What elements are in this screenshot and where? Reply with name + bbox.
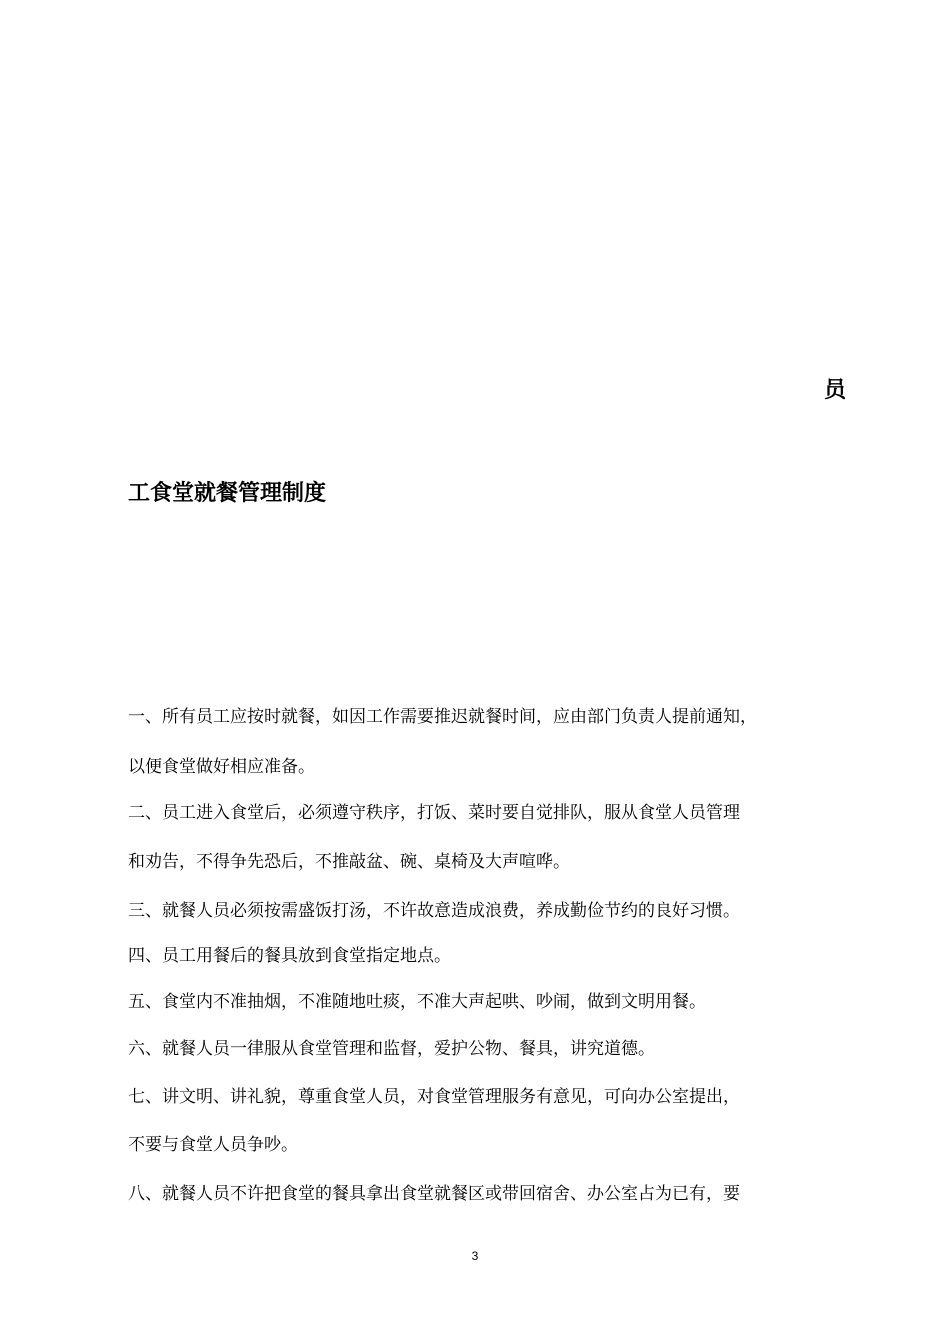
- rule-1-line-2: 以便食堂做好相应准备。: [128, 757, 315, 777]
- rule-5-line: 五、食堂内不准抽烟，不准随地吐痰，不准大声起哄、吵闹，做到文明用餐。: [128, 992, 706, 1012]
- rule-2-line-1: 二、员工进入食堂后，必须遵守秩序，打饭、菜时要自觉排队，服从食堂人员管理: [128, 803, 740, 823]
- rule-2-line-2: 和劝告，不得争先恐后，不推敲盆、碗、桌椅及大声喧哗。: [128, 852, 570, 872]
- rule-7-line-1: 七、讲文明、讲礼貌，尊重食堂人员，对食堂管理服务有意见，可向办公室提出，: [128, 1087, 740, 1107]
- rule-8-line-1: 八、就餐人员不许把食堂的餐具拿出食堂就餐区或带回宿舍、办公室占为已有，要: [128, 1184, 740, 1204]
- rule-4-line: 四、员工用餐后的餐具放到食堂指定地点。: [128, 946, 451, 966]
- page-number: 3: [471, 1249, 479, 1263]
- rule-6-line: 六、就餐人员一律服从食堂管理和监督，爱护公物、餐具，讲究道德。: [128, 1039, 655, 1059]
- document-title: 工食堂就餐管理制度: [128, 481, 327, 506]
- rule-3-line: 三、就餐人员必须按需盛饭打汤，不许故意造成浪费，养成勤俭节约的良好习惯。: [128, 901, 740, 921]
- rule-7-line-2: 不要与食堂人员争吵。: [128, 1135, 298, 1155]
- document-title-first-char: 员: [824, 378, 847, 403]
- rule-1-line-1: 一、所有员工应按时就餐，如因工作需要推迟就餐时间，应由部门负责人提前通知，: [128, 707, 757, 727]
